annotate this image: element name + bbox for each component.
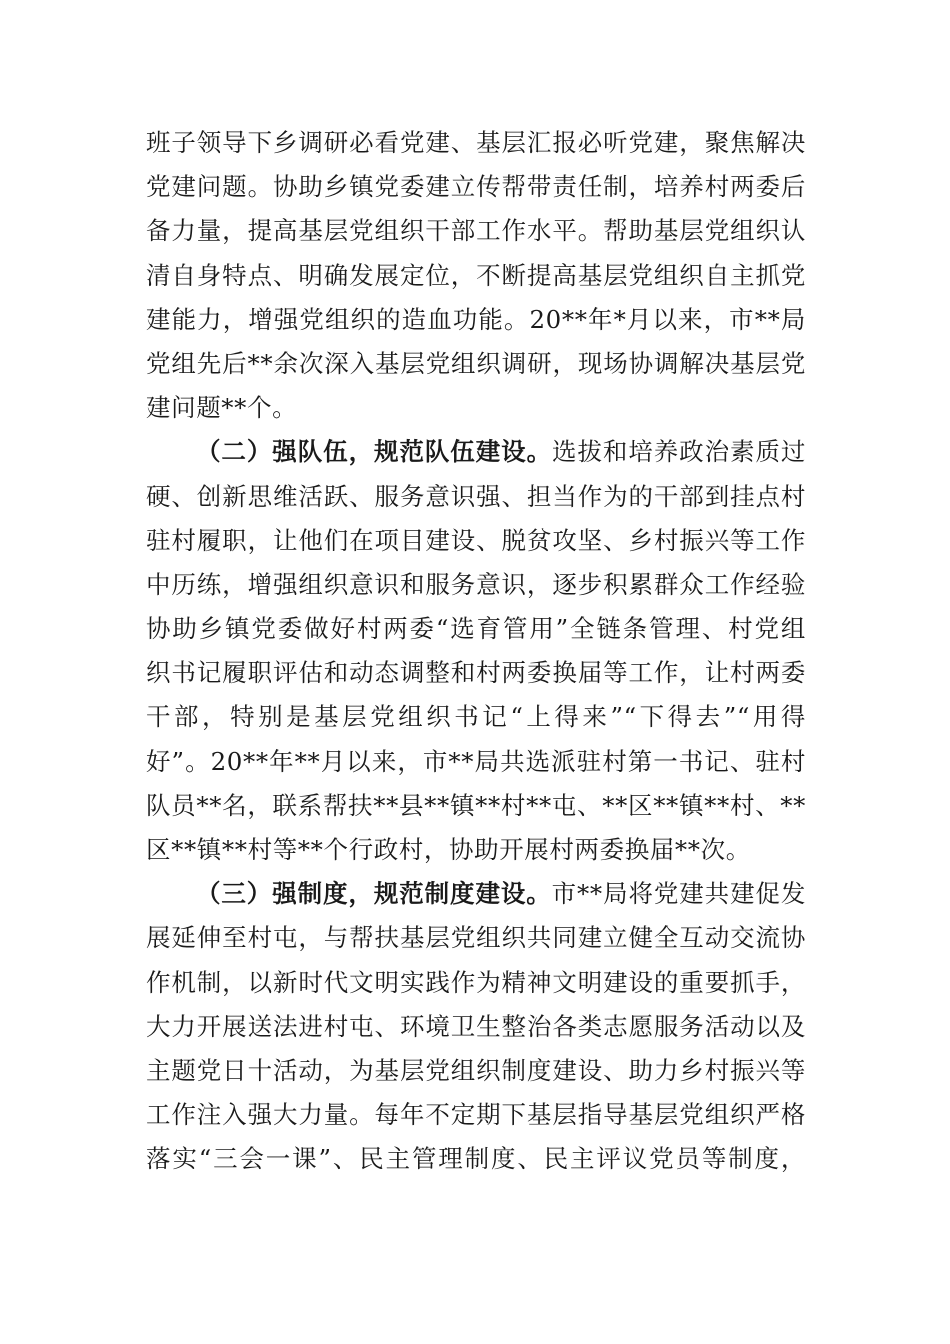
text-line: 大力开展送法进村屯、环境卫生整治各类志愿服务活动以及 — [146, 1011, 806, 1041]
text-line: 备力量，提高基层党组织干部工作水平。帮助基层党组织认 — [146, 216, 806, 246]
text-line: 建能力，增强党组织的造血功能。20**年*月以来，市**局 — [146, 304, 806, 334]
paragraph-2 — [146, 430, 806, 872]
text-line: 织书记履职评估和动态调整和村两委换届等工作，让村两委 — [146, 658, 806, 688]
section-first-line — [146, 872, 806, 916]
text-fragment: 选拔和培养政治素质过 — [552, 437, 807, 467]
text-line: 好”。20**年**月以来，市**局共选派驻村第一书记、驻村 — [146, 746, 806, 776]
text-line: 区**镇**村等**个行政村，协助开展村两委换届**次。 — [146, 835, 751, 864]
section-heading: （三）强制度，规范制度建设。 — [196, 879, 552, 909]
text-line: 清自身特点、明确发展定位，不断提高基层党组织自主抓党 — [146, 260, 806, 290]
text-line: 中历练，增强组织意识和服务意识，逐步积累群众工作经验 — [146, 569, 806, 599]
section-heading: （二）强队伍，规范队伍建设。 — [196, 437, 553, 467]
text-line: 干部，特别是基层党组织书记“上得来”“下得去”“用得 — [146, 702, 806, 732]
text-fragment: 市**局将党建共建促发 — [551, 879, 806, 909]
paragraph-3 — [146, 872, 806, 1181]
text-line: 展延伸至村屯，与帮扶基层党组织共同建立健全互动交流协 — [146, 923, 806, 953]
text-line: 班子领导下乡调研必看党建、基层汇报必听党建，聚焦解决 — [146, 128, 806, 157]
text-line: 驻村履职，让他们在项目建设、脱贫攻坚、乡村振兴等工作 — [146, 525, 806, 555]
document-body — [146, 121, 806, 1182]
text-line: 队员**名，联系帮扶**县**镇**村**屯、**区**镇**村、** — [146, 790, 806, 820]
text-line: 作机制，以新时代文明实践作为精神文明建设的重要抓手， — [146, 967, 806, 997]
section-first-line — [146, 430, 806, 474]
text-line: 工作注入强大力量。每年不定期下基层指导基层党组织严格 — [146, 1100, 806, 1130]
text-line: 硬、创新思维活跃、服务意识强、担当作为的干部到挂点村 — [146, 481, 806, 511]
text-line: 协助乡镇党委做好村两委“选育管用”全链条管理、村党组 — [146, 614, 806, 644]
text-line: 落实“三会一课”、民主管理制度、民主评议党员等制度， — [146, 1144, 806, 1174]
text-line: 党建问题。协助乡镇党委建立传帮带责任制，培养村两委后 — [146, 172, 806, 202]
text-line: 主题党日十活动，为基层党组织制度建设、助力乡村振兴等 — [146, 1055, 806, 1085]
text-line: 建问题**个。 — [146, 393, 298, 423]
text-line: 党组先后**余次深入基层党组织调研，现场协调解决基层党 — [146, 348, 806, 378]
paragraph-1 — [146, 121, 806, 430]
